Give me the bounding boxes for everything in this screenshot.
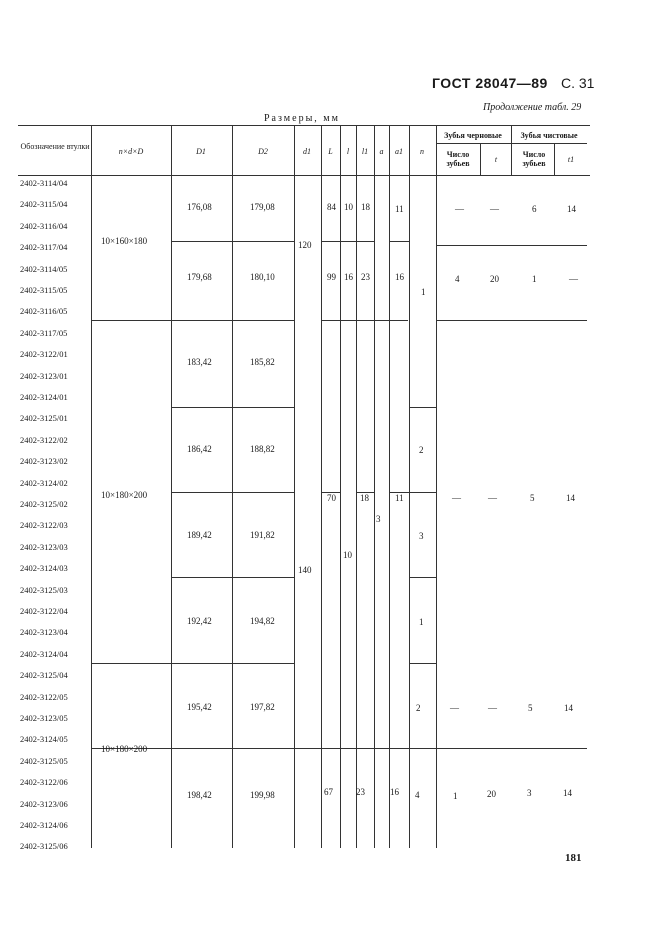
d1-outer-value: 186,42 [187, 444, 212, 454]
table-rule [436, 320, 587, 321]
designation-cell: 2402-3124/04 [20, 648, 68, 659]
d2-outer-value: 197,82 [250, 702, 275, 712]
designation-cell: 2402-3123/06 [20, 798, 68, 809]
table-rule [436, 748, 587, 749]
d1-outer-value: 183,42 [187, 357, 212, 367]
designation-cell: 2402-3125/03 [20, 584, 68, 595]
d1-outer-value: 192,42 [187, 616, 212, 626]
d1-outer-value: 176,08 [187, 202, 212, 212]
designation-cell: 2402-3124/03 [20, 563, 68, 574]
designation-cell: 2402-3122/03 [20, 520, 68, 531]
d1-outer-value: 179,68 [187, 272, 212, 282]
header-l: l [346, 147, 350, 156]
header-d1-outer: D1 [196, 147, 206, 156]
L-value: 84 [327, 202, 336, 212]
table-rule [409, 407, 436, 408]
rough-count-value: — [450, 703, 459, 713]
designation-cell: 2402-3125/06 [20, 841, 68, 852]
designation-cell: 2402-3117/05 [20, 327, 68, 338]
rough-t-value: — [488, 703, 497, 713]
header-finish-group: Зубья чистовые [520, 131, 578, 140]
l1-value: 18 [361, 202, 370, 212]
l-value: 10 [343, 550, 352, 560]
d2-outer-value: 185,82 [250, 357, 275, 367]
header-l1: l1 [361, 147, 369, 156]
continuation-label: Продолжение табл. 29 [483, 102, 582, 113]
designation-cell: 2402-3125/01 [20, 413, 68, 424]
a1-value: 16 [390, 787, 399, 797]
a1-value: 11 [395, 493, 404, 503]
designation-cell: 2402-3124/06 [20, 820, 68, 830]
n-value: 1 [419, 617, 424, 627]
designation-cell: 2402-3123/04 [20, 627, 68, 638]
a1-value: 11 [395, 204, 404, 214]
table-rule [171, 126, 172, 848]
table-rule [409, 663, 436, 664]
table-rule [389, 241, 409, 242]
rough-count-value: 1 [453, 791, 458, 801]
table-rule [232, 126, 233, 848]
table-rule [436, 126, 437, 848]
header-rough-count: Число зубьев [446, 150, 470, 169]
designation-cell: 2402-3125/05 [20, 755, 68, 766]
designation-cell: 2402-3114/05 [20, 263, 68, 274]
designation-cell: 2402-3122/01 [20, 349, 68, 360]
header-finish-t1: t1 [567, 155, 575, 164]
rough-t-value: — [488, 493, 497, 503]
a-value: 3 [376, 514, 381, 524]
designation-cell: 2402-3124/02 [20, 477, 68, 488]
finish-t1-value: 14 [567, 204, 576, 214]
designation-cell: 2402-3123/01 [20, 370, 68, 381]
table-rule [91, 126, 92, 848]
n-value: 1 [421, 287, 426, 297]
n-value: 4 [415, 790, 420, 800]
designation-cell: 2402-3115/04 [20, 199, 68, 210]
table-rule [374, 126, 375, 848]
designation-cell: 2402-3123/02 [20, 456, 68, 467]
table-rule [321, 748, 408, 749]
designation-cell: 2402-3122/02 [20, 434, 68, 445]
table-rule [171, 492, 294, 493]
finish-count-value: 5 [528, 703, 533, 713]
d1-outer-value: 189,42 [187, 530, 212, 540]
designation-cell: 2402-3123/03 [20, 541, 68, 552]
designation-cell: 2402-3124/01 [20, 392, 68, 402]
designation-cell: 2402-3122/06 [20, 777, 68, 788]
d1-inner-value: 140 [298, 565, 312, 575]
table-rule [409, 126, 410, 848]
d2-outer-value: 191,82 [250, 530, 275, 540]
designation-cell: 2402-3122/04 [20, 606, 68, 616]
designation-cell: 2402-3124/05 [20, 734, 68, 745]
table-rule [356, 126, 357, 848]
designation-cell: 2402-3125/02 [20, 499, 68, 509]
rough-t-value: — [490, 204, 499, 214]
d2-outer-value: 180,10 [250, 272, 275, 282]
table-rule [480, 143, 481, 175]
header-d2-outer: D2 [258, 147, 268, 156]
d1-inner-value: 120 [298, 240, 312, 250]
page-label: С. 31 [561, 75, 595, 91]
n-value: 3 [419, 531, 424, 541]
l1-value: 23 [361, 272, 370, 282]
n-value: 2 [416, 703, 421, 713]
l1-value: 18 [360, 493, 369, 503]
header-nxdxd: n×d×D [118, 147, 144, 156]
d2-outer-value: 199,98 [250, 790, 275, 800]
finish-t1-value: 14 [566, 493, 575, 503]
table-rule [389, 126, 390, 848]
designation-cell: 2402-3115/05 [20, 285, 68, 295]
table-rule [171, 241, 294, 242]
nxdxd-value: 10×180×200 [101, 744, 148, 754]
header-L: L [328, 147, 333, 156]
n-value: 2 [419, 445, 424, 455]
finish-count-value: 5 [530, 493, 535, 503]
table-rule [409, 492, 436, 493]
designation-cell: 2402-3123/05 [20, 713, 68, 723]
a1-value: 16 [395, 272, 404, 282]
designation-cell: 2402-3122/05 [20, 691, 68, 702]
L-value: 67 [324, 787, 333, 797]
finish-t1-value: — [569, 274, 578, 284]
table-rule [171, 577, 294, 578]
nxdxd-value: 10×160×180 [101, 236, 148, 246]
finish-count-value: 1 [532, 274, 537, 284]
designation-cell: 2402-3114/04 [20, 178, 68, 188]
header-n: n [420, 147, 424, 156]
header-d1-inner: d1 [303, 147, 311, 156]
table-rule [554, 143, 555, 175]
table-rule [294, 126, 295, 848]
finish-t1-value: 14 [563, 788, 572, 798]
header-finish-count: Число зубьев [522, 150, 546, 169]
table-rule [18, 125, 590, 126]
header-rough-t: t [494, 155, 498, 164]
table-rule [321, 241, 374, 242]
table-rule [321, 126, 322, 848]
d2-outer-value: 188,82 [250, 444, 275, 454]
l-value: 10 [344, 202, 353, 212]
rough-t-value: 20 [487, 789, 496, 799]
designation-cell: 2402-3125/04 [20, 670, 68, 681]
table-rule [409, 577, 436, 578]
l1-value: 23 [356, 787, 365, 797]
rough-count-value: 4 [455, 274, 460, 284]
designation-cell: 2402-3116/05 [20, 306, 68, 317]
designation-cell: 2402-3117/04 [20, 242, 68, 253]
standard-number: ГОСТ 28047—89 [432, 75, 548, 91]
header-rough-group: Зубья черновые [444, 131, 502, 140]
rough-t-value: 20 [490, 274, 499, 284]
rough-count-value: — [452, 493, 461, 503]
finish-t1-value: 14 [564, 703, 573, 713]
d2-outer-value: 194,82 [250, 616, 275, 626]
header-a1: a1 [395, 147, 403, 156]
L-value: 99 [327, 272, 336, 282]
d1-outer-value: 198,42 [187, 790, 212, 800]
dimensions-caption: Размеры, мм [264, 113, 340, 124]
table-rule [340, 126, 341, 848]
table-rule [18, 175, 590, 176]
finish-count-value: 3 [527, 788, 532, 798]
finish-count-value: 6 [532, 204, 537, 214]
table-rule [321, 320, 408, 321]
header-a: a [379, 147, 384, 156]
designation-cell: 2402-3116/04 [20, 220, 68, 231]
table-rule [171, 663, 294, 664]
d2-outer-value: 179,08 [250, 202, 275, 212]
rough-count-value: — [455, 204, 464, 214]
header-designation: Обозначение втулки [20, 142, 90, 151]
nxdxd-value: 10×180×200 [101, 490, 148, 500]
table-rule [171, 407, 294, 408]
page-number: 181 [565, 852, 582, 864]
l-value: 16 [344, 272, 353, 282]
L-value: 70 [327, 493, 336, 503]
table-rule [91, 663, 171, 664]
d1-outer-value: 195,42 [187, 702, 212, 712]
table-rule [91, 320, 294, 321]
table-rule [436, 245, 587, 246]
